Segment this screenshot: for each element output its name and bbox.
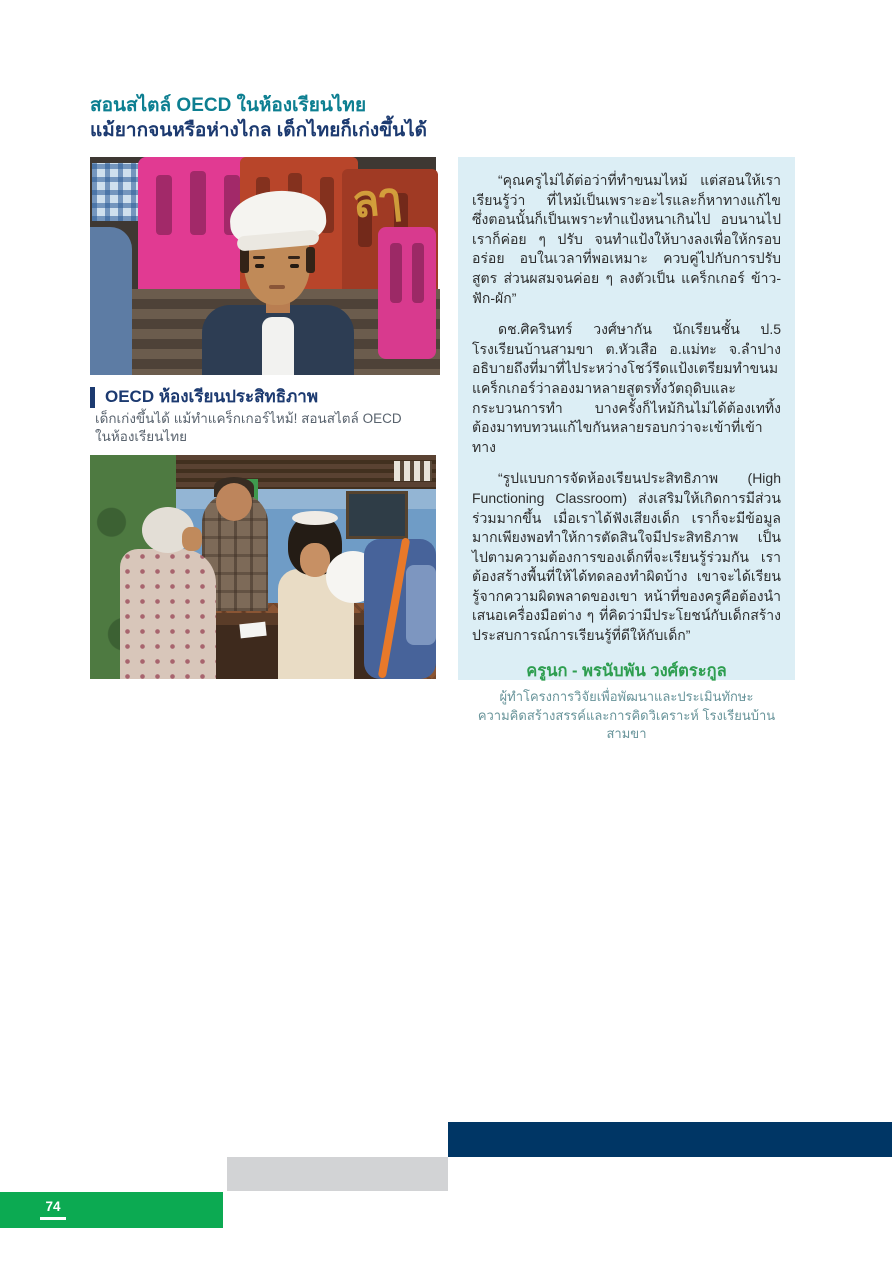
caption-rule — [90, 387, 95, 408]
photo2-elderly-woman-blouse — [120, 549, 216, 679]
headline-line-1: สอนสไตล์ OECD ในห้องเรียนไทย — [90, 95, 367, 116]
footer-green-bar — [0, 1192, 223, 1228]
photo2-man-face — [216, 483, 252, 521]
photo1-boy-brow-right — [288, 256, 300, 259]
photo1-boy-hair-right — [306, 247, 315, 273]
photo1-pink-chair-far-right — [378, 227, 436, 359]
caption-subtitle — [95, 410, 405, 446]
photo1-boy-tshirt — [262, 317, 294, 375]
photo1-yellow-graffiti: ลๅ — [349, 173, 403, 228]
photo2-paper-1 — [239, 622, 266, 639]
attribution-role-line-1: ผู้ทำโครงการวิจัยเพื่อพัฒนาและประเมินทักษะ — [499, 688, 754, 704]
caption-subtitle-line-2: ในห้องเรียนไทย — [95, 429, 188, 445]
headline-line-2: แม้ยากจนหรือห่างไกล เด็กไทยก็เก่งขึ้นได้ — [90, 119, 427, 141]
photo-boy-with-bandage — [90, 157, 436, 375]
photo2-wall-vents — [394, 461, 432, 481]
attribution-role — [472, 688, 781, 745]
footer-navy-bar — [448, 1122, 892, 1157]
attribution-role-line-2: ความคิดสร้างสรรค์และการคิดวิเคราะห์ โรงเรียนบ้านสามขา — [477, 707, 776, 742]
page-number-underline — [40, 1217, 66, 1220]
photo1-wall-poster — [92, 163, 144, 221]
photo1-boy-eye-left — [255, 264, 264, 268]
photo1-boy-mouth — [269, 285, 285, 289]
caption-title: OECD ห้องเรียนประสิทธิภาพ — [105, 387, 319, 406]
quote-box — [458, 157, 795, 742]
quote-paragraph-3: “รูปแบบการจัดห้องเรียนประสิทธิภาพ (High Functioning Classroom) ส่งเสริมให้เกิดการมีส่วนร่วมมากขึ้น เมื่อเราได้ฟังเสียงเด็ก เราก็จะมีข้อมูลมากเพียงพอทำให้การตัดสินใจมีประสิทธิภาพ เป็นไปตามความต้องการของเด็กที่จะเรียนรู้ร่วมกัน เราต้องสร้างพื้นที่ให้ได้ทดลองทำผิดบ้าง เขาจะได้เรียนรู้จากความผิดพลาดของเขา หน้าที่ของครูคือต้องนำเสนอเครื่องมือต่าง ๆ ที่คิดว่ามีประโยชน์กับเด็กสร้างประสบการณ์การเรียนรู้ที่ดีให้กับเด็ก” — [472, 470, 781, 644]
photo-classroom-visit — [90, 455, 436, 679]
photo2-window — [346, 491, 408, 539]
caption-subtitle-line-1: เด็กเก่งขึ้นได้ แม้ทำแคร็กเกอร์ไหม้! สอนสไตล์ OECD — [95, 411, 402, 426]
quote-paragraph-1: “คุณครูไม่ได้ต่อว่าที่ทำขนมไหม้ แต่สอนให้เราเรียนรู้ว่า ที่ไหม้เป็นเพราะอะไรและก็หาทางแก้ไข ซึ่งตอนนั้นก็เป็นเพราะทำแป้งหนาเกินไป อบนานไป เราก็ค่อย ๆ ปรับ จนทำแป้งให้บางลงเพื่อให้กรอบอร่อย อบในเวลาที่พอเหมาะ ควบคู่ไปกับการปรับสูตร ส่วนผสมจนค่อย ๆ ลงตัวเป็น แคร็กเกอร์ ข้าว-ฟัก-ผัก” — [472, 172, 781, 306]
attribution-name: ครูนก - พรนับพัน วงศ์ตระกูล — [526, 661, 727, 680]
photo1-boy-brow-left — [253, 256, 265, 259]
photo1-person-denim-left — [90, 227, 132, 375]
photo2-white-headband — [292, 511, 338, 525]
photo2-denim-patch — [406, 565, 436, 645]
footer-gray-bar — [227, 1157, 448, 1191]
page-number: 74 — [45, 1199, 61, 1214]
photo1-boy-eye-right — [290, 264, 299, 268]
article-headline — [90, 94, 427, 143]
photo2-elderly-woman-face — [182, 527, 202, 551]
quote-paragraph-2: ดช.ศิครินทร์ วงศ์ษากัน นักเรียนชั้น ป.5 โรงเรียนบ้านสามขา ต.หัวเสือ อ.แม่ทะ จ.ลำปาง อธิบายถึงที่มาที่ไประหว่างโชว์รีดแป้งเตรียมทำขนมแคร็กเกอร์ว่าลองมาหลายสูตรทั้งวัตถุดิบและกระบวนการทำ บางครั้งก็ไหม้กินไม่ได้ต้องเททิ้ง ต้องมาทบทวนแก้ไขกันหลายรอบกว่าจะเข้าที่เข้าทาง — [472, 321, 781, 455]
